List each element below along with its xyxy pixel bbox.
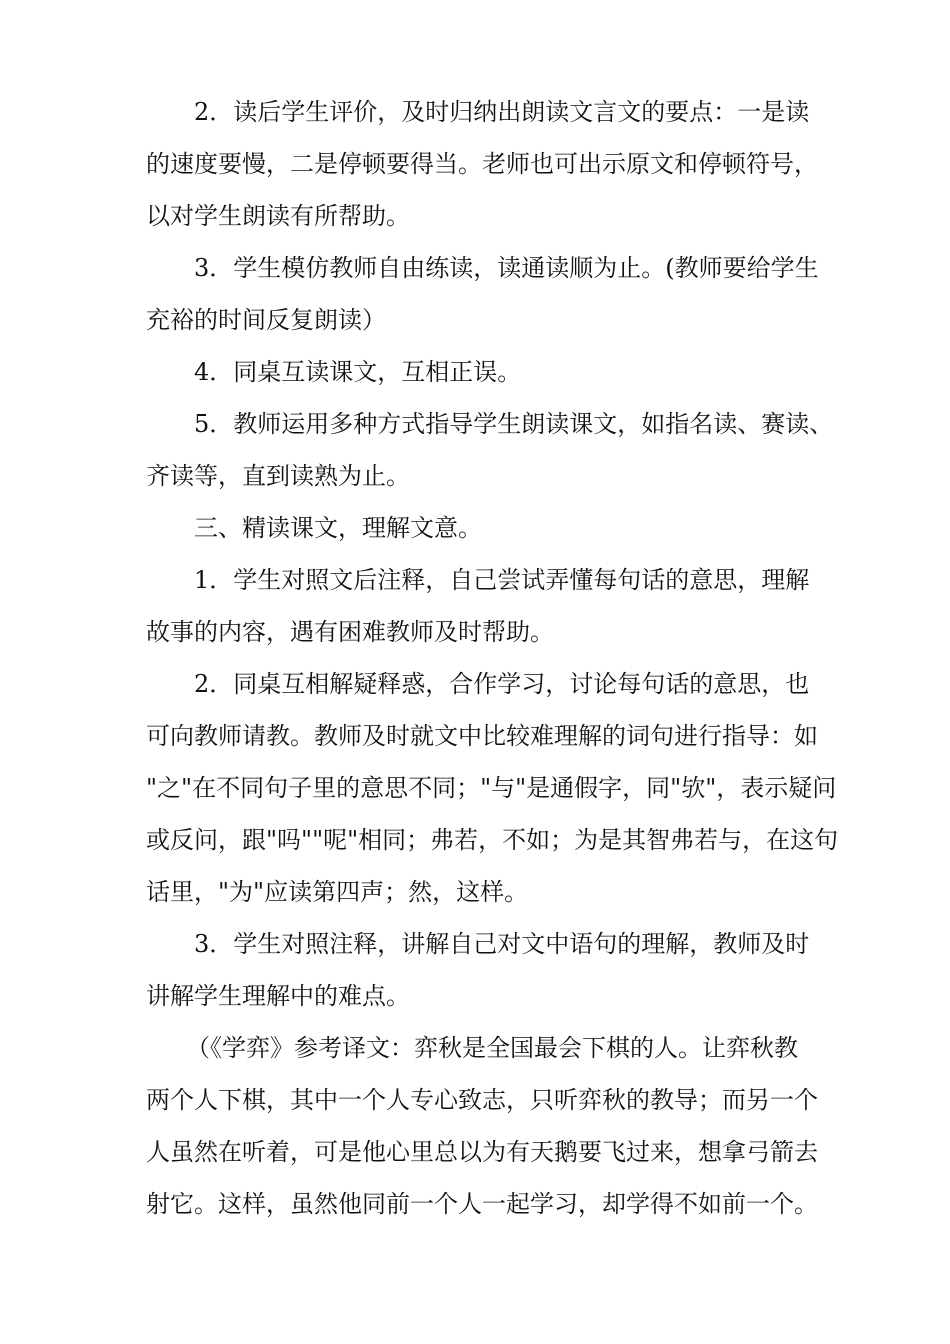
text-line: 3．学生模仿教师自由练读，读通读顺为止。(教师要给学生 [194, 254, 819, 282]
paragraph-explain-sentences [146, 918, 816, 1022]
text-line: 故事的内容，遇有困难教师及时帮助。 [146, 618, 554, 646]
text-line: 的速度要慢，二是停顿要得当。老师也可出示原文和停顿符号， [146, 150, 818, 178]
text-line: 话里，"为"应读第四声；然，这样。 [146, 878, 529, 906]
text-line: 讲解学生理解中的难点。 [146, 982, 410, 1010]
text-line: 2．同桌互相解疑释惑，合作学习，讨论每句话的意思，也 [194, 670, 810, 698]
text-line: 充裕的时间反复朗读） [146, 306, 386, 334]
text-line: 齐读等，直到读熟为止。 [146, 462, 410, 490]
text-line: 人虽然在听着，可是他心里总以为有天鹅要飞过来，想拿弓箭去 [146, 1138, 818, 1166]
text-line: 以对学生朗读有所帮助。 [146, 202, 410, 230]
section-heading-three [146, 502, 816, 554]
section-heading: 三、精读课文，理解文意。 [194, 514, 482, 542]
text-line: "之"在不同句子里的意思不同；"与"是通假字，同"欤"，表示疑问 [146, 774, 837, 802]
paragraph-desk-mate-reading [146, 346, 816, 398]
paragraph-notes [146, 554, 816, 658]
paragraph-teacher-guidance [146, 398, 834, 502]
paragraph-imitate-reading [146, 242, 819, 346]
text-line: 或反问，跟"吗""呢"相同；弗若，不如；为是其智弗若与，在这句 [146, 826, 839, 854]
text-line: 射它。这样，虽然他同前一个人一起学习，却学得不如前一个。 [146, 1190, 818, 1218]
paragraph-cooperative-learning [146, 658, 839, 918]
text-line: 3．学生对照注释，讲解自己对文中语句的理解，教师及时 [194, 930, 810, 958]
text-line: 4．同桌互读课文，互相正误。 [194, 358, 522, 386]
text-line: 1．学生对照文后注释，自己尝试弄懂每句话的意思，理解 [194, 566, 810, 594]
document-page [146, 86, 839, 1230]
text-line: 可向教师请教。教师及时就文中比较难理解的词句进行指导：如 [146, 722, 818, 750]
paragraph-reference-translation [146, 1022, 816, 1230]
text-line: 5．教师运用多种方式指导学生朗读课文，如指名读、赛读、 [194, 410, 834, 438]
text-line: 2．读后学生评价，及时归纳出朗读文言文的要点：一是读 [194, 98, 810, 126]
paragraph-read-evaluation [146, 86, 816, 242]
text-line: 两个人下棋，其中一个人专心致志，只听弈秋的教导；而另一个 [146, 1086, 818, 1114]
text-line: （《学弈》参考译文：弈秋是全国最会下棋的人。让弈秋教 [186, 1034, 798, 1062]
